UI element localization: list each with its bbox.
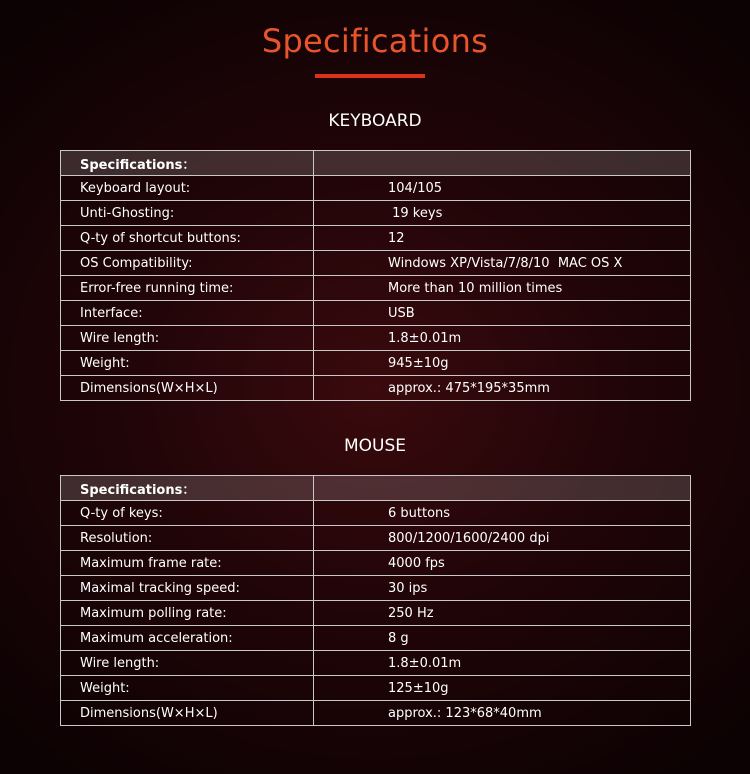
spec-label: Maximal tracking speed: — [61, 576, 314, 601]
table-row — [61, 201, 691, 226]
spec-value: 125±10g — [314, 676, 691, 701]
spec-value: Windows XP/Vista/7/8/10 MAC OS X — [314, 251, 691, 276]
spec-label: Dimensions(W×H×L) — [61, 376, 314, 401]
spec-value: 1.8±0.01m — [314, 326, 691, 351]
spec-label: OS Compatibility: — [61, 251, 314, 276]
mouse-header-value — [314, 476, 691, 501]
keyboard-section-title: KEYBOARD — [328, 111, 422, 131]
table-row — [61, 226, 691, 251]
title-underline — [315, 74, 425, 78]
spec-label: Wire length: — [61, 651, 314, 676]
table-row — [61, 626, 691, 651]
table-row — [61, 326, 691, 351]
spec-value: USB — [314, 301, 691, 326]
spec-label: Q-ty of keys: — [61, 501, 314, 526]
spec-label: Maximum polling rate: — [61, 601, 314, 626]
spec-value: 8 g — [314, 626, 691, 651]
spec-value: approx.: 123*68*40mm — [314, 701, 691, 726]
table-row — [61, 576, 691, 601]
table-row — [61, 651, 691, 676]
spec-label: Weight: — [61, 676, 314, 701]
spec-label: Error-free running time: — [61, 276, 314, 301]
spec-value: 4000 fps — [314, 551, 691, 576]
spec-label: Unti-Ghosting: — [61, 201, 314, 226]
spec-label: Interface: — [61, 301, 314, 326]
spec-label: Resolution: — [61, 526, 314, 551]
mouse-spec-table — [60, 475, 691, 726]
table-row — [61, 276, 691, 301]
table-row — [61, 551, 691, 576]
spec-label: Maximum acceleration: — [61, 626, 314, 651]
spec-label: Maximum frame rate: — [61, 551, 314, 576]
spec-value: 945±10g — [314, 351, 691, 376]
page-title: Specifications — [261, 22, 489, 60]
spec-value: 1.8±0.01m — [314, 651, 691, 676]
table-row — [61, 701, 691, 726]
table-row — [61, 251, 691, 276]
mouse-section-title: MOUSE — [343, 436, 407, 456]
table-row — [61, 376, 691, 401]
keyboard-spec-table — [60, 150, 691, 401]
spec-value: 19 keys — [314, 201, 691, 226]
spec-value: More than 10 million times — [314, 276, 691, 301]
table-row — [61, 526, 691, 551]
table-row — [61, 501, 691, 526]
spec-label: Weight: — [61, 351, 314, 376]
mouse-header-label: Specifications： — [61, 476, 314, 501]
spec-value: 6 buttons — [314, 501, 691, 526]
spec-label: Keyboard layout: — [61, 176, 314, 201]
table-row — [61, 176, 691, 201]
table-row — [61, 301, 691, 326]
keyboard-header-value — [314, 151, 691, 176]
keyboard-header-label: Specifications： — [61, 151, 314, 176]
spec-value: 30 ips — [314, 576, 691, 601]
spec-label: Dimensions(W×H×L) — [61, 701, 314, 726]
spec-value: approx.: 475*195*35mm — [314, 376, 691, 401]
table-row — [61, 676, 691, 701]
spec-value: 104/105 — [314, 176, 691, 201]
spec-label: Q-ty of shortcut buttons: — [61, 226, 314, 251]
spec-value: 12 — [314, 226, 691, 251]
spec-value: 250 Hz — [314, 601, 691, 626]
table-row — [61, 601, 691, 626]
keyboard-header-row — [61, 151, 691, 176]
spec-label: Wire length: — [61, 326, 314, 351]
spec-value: 800/1200/1600/2400 dpi — [314, 526, 691, 551]
table-row — [61, 351, 691, 376]
mouse-header-row — [61, 476, 691, 501]
